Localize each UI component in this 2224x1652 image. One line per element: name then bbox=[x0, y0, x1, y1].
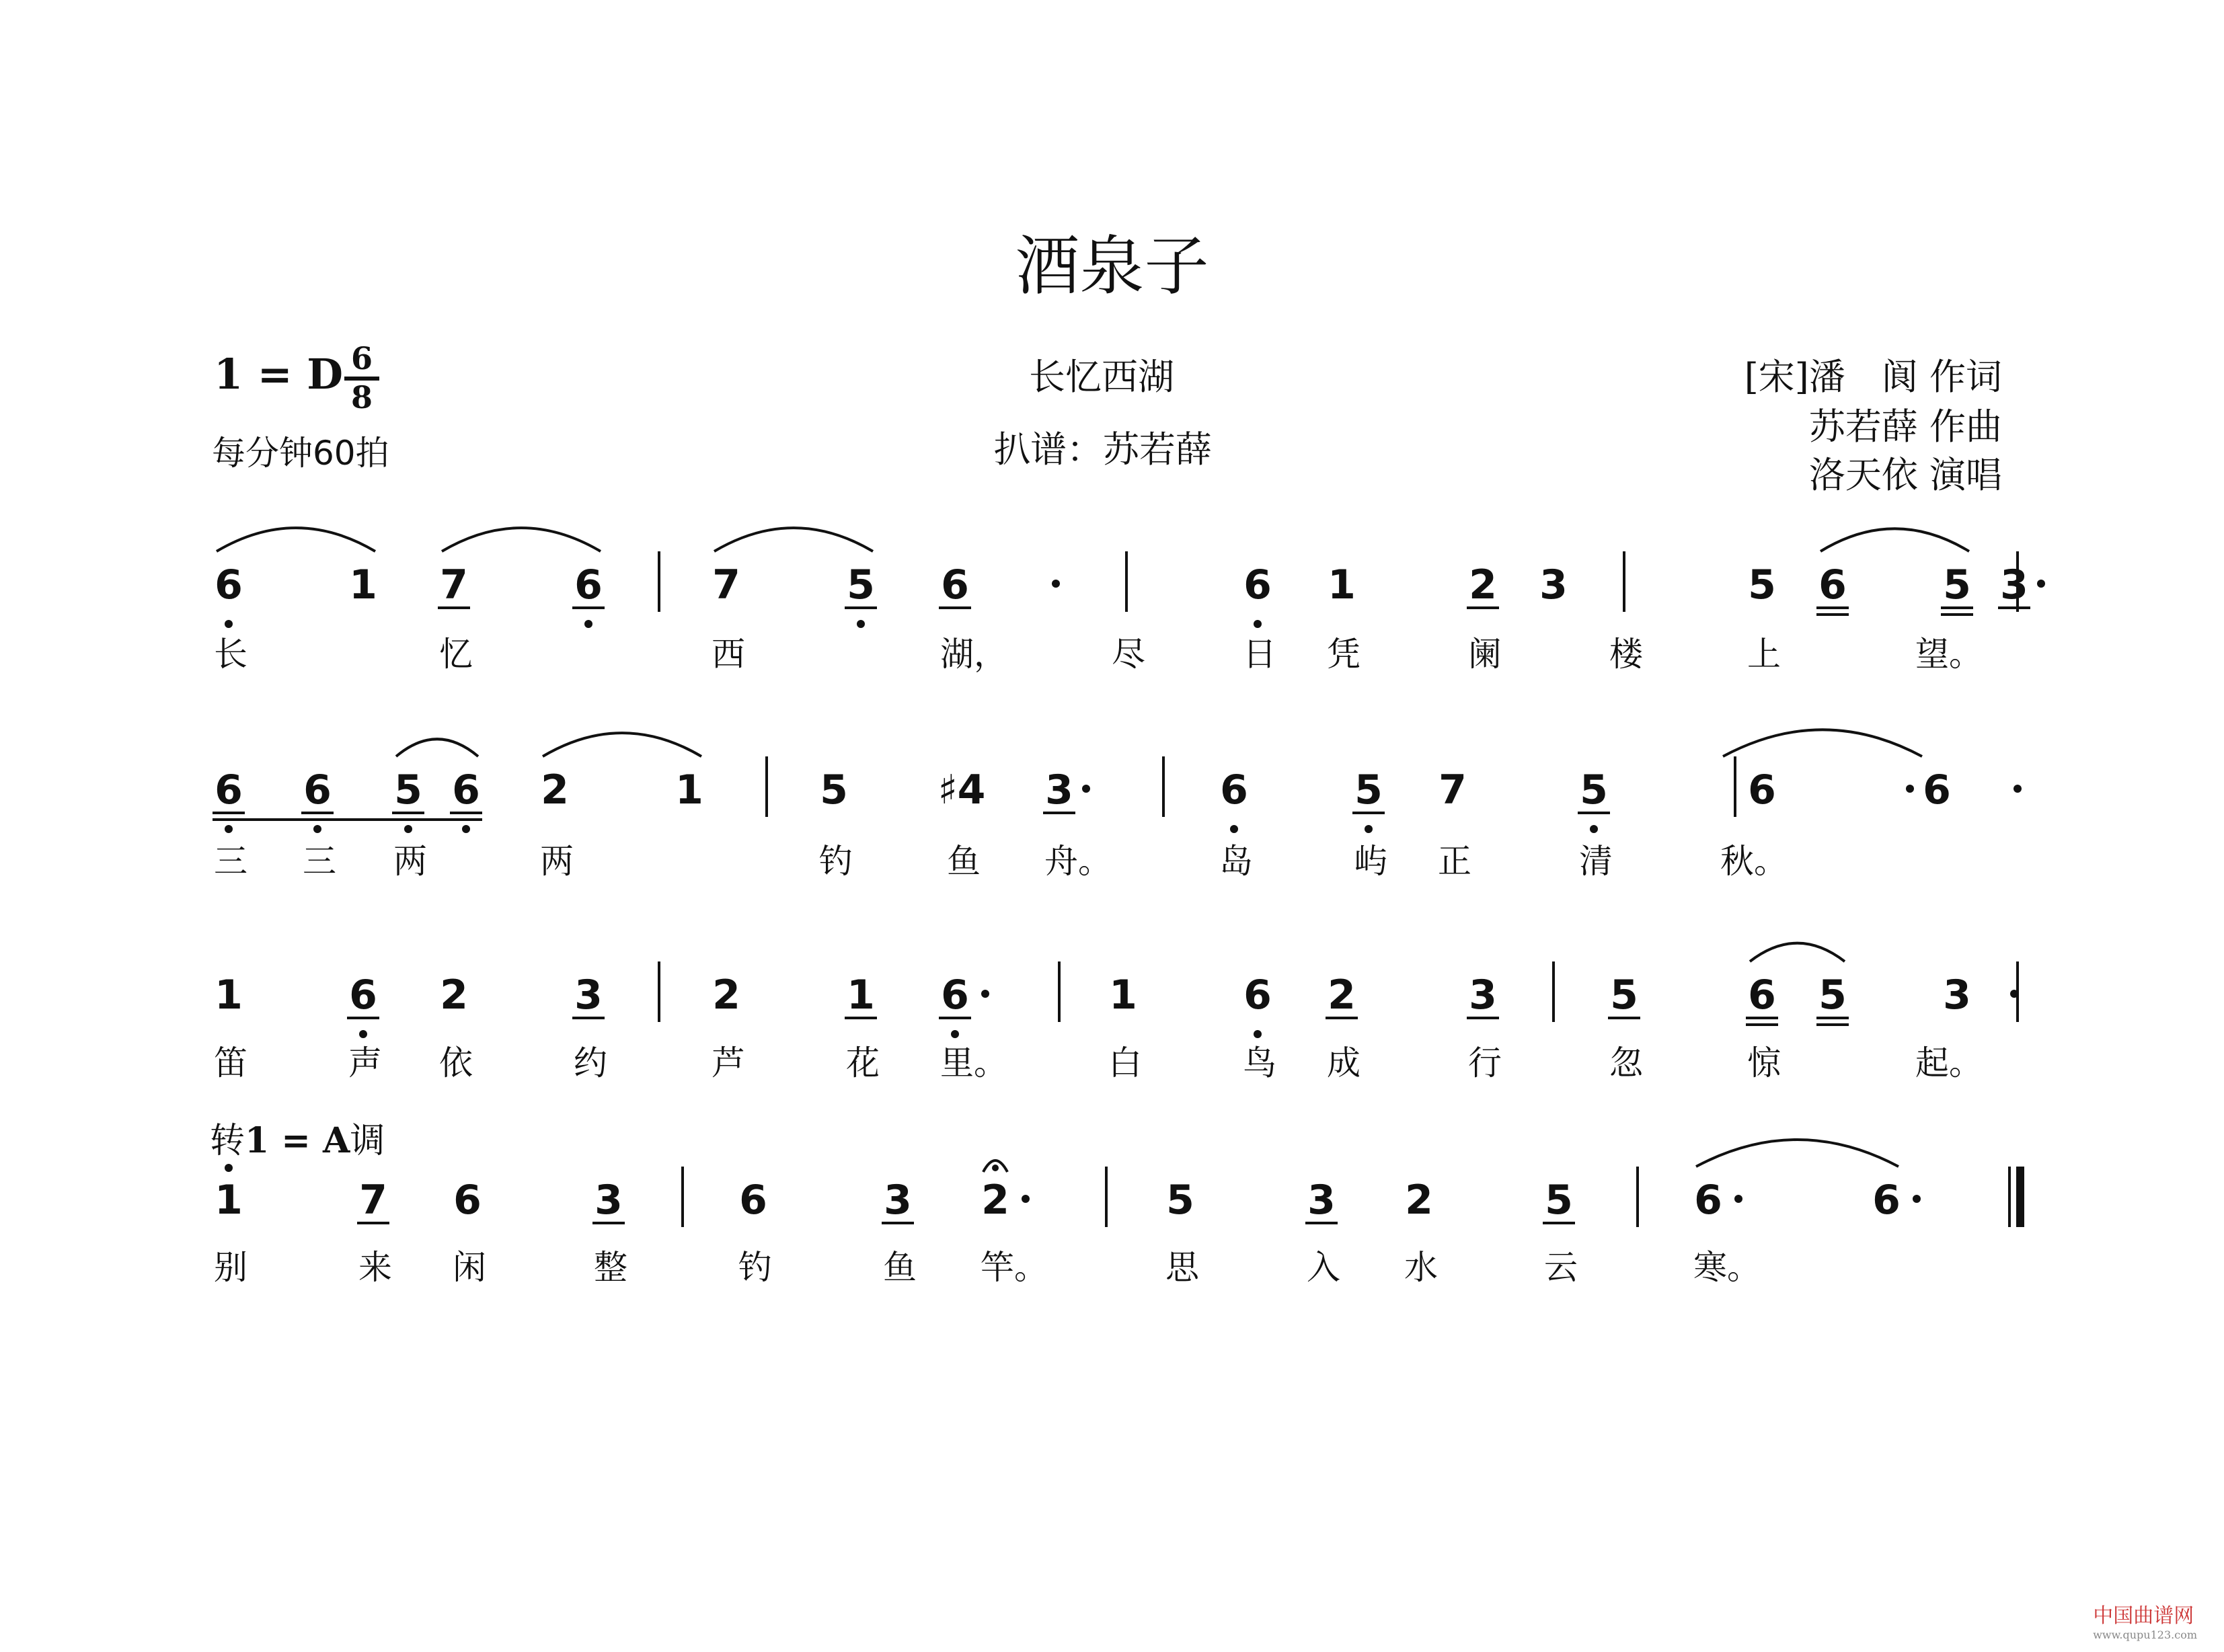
lyric-char: 钓 bbox=[819, 842, 853, 881]
slur bbox=[1750, 943, 1845, 961]
lyric-char: 约 bbox=[574, 1044, 607, 1083]
lyric-char: 长 bbox=[214, 635, 247, 674]
lyric-char: 白 bbox=[1108, 1044, 1142, 1083]
fermata-dot bbox=[992, 1165, 999, 1171]
lyric-char: 望。 bbox=[1915, 635, 1983, 674]
jianpu-note: 1 bbox=[215, 972, 243, 1019]
jianpu-note: 7 bbox=[440, 561, 468, 608]
dotted-note-dot bbox=[1052, 580, 1060, 588]
lyric-char: 凭 bbox=[1327, 635, 1360, 674]
subtitle: 长忆西湖 bbox=[1029, 356, 1174, 398]
lyric-char: 整 bbox=[594, 1248, 627, 1287]
key-signature: 1 = D bbox=[214, 350, 344, 399]
jianpu-note: 6 bbox=[941, 972, 969, 1019]
dotted-note-dot bbox=[2037, 580, 2045, 588]
low-octave-dot bbox=[462, 825, 470, 833]
jianpu-note: 5 bbox=[1610, 972, 1638, 1019]
lyric-char: 上 bbox=[1747, 635, 1781, 674]
lyric-char: 起。 bbox=[1915, 1044, 1983, 1083]
jianpu-note: 7 bbox=[359, 1177, 387, 1224]
jianpu-note: 7 bbox=[712, 561, 740, 608]
jianpu-note: 6 bbox=[1748, 766, 1776, 814]
lyric-char: 忽 bbox=[1609, 1044, 1643, 1083]
jianpu-note: 6 bbox=[1923, 766, 1951, 814]
lyric-char: 西 bbox=[712, 635, 745, 674]
lyric-char: 里。 bbox=[940, 1044, 1007, 1083]
high-octave-dot bbox=[225, 1164, 233, 1172]
lyric-char: 成 bbox=[1327, 1044, 1360, 1083]
lyric-char: 楼 bbox=[1609, 635, 1643, 674]
slur bbox=[714, 528, 873, 551]
lyric-char: 行 bbox=[1468, 1044, 1502, 1083]
jianpu-note: 6 bbox=[215, 766, 243, 814]
jianpu-note: 6 bbox=[303, 766, 332, 814]
jianpu-note: 3 bbox=[595, 1177, 623, 1224]
lyric-char: 秋。 bbox=[1720, 842, 1788, 881]
low-octave-dot bbox=[951, 1030, 959, 1038]
jianpu-note: 3 bbox=[1943, 972, 1971, 1019]
lyric-char: 忆 bbox=[439, 635, 473, 674]
lyric-char: 来 bbox=[358, 1248, 392, 1287]
jianpu-note: 5 bbox=[1166, 1177, 1194, 1224]
jianpu-note: 2 bbox=[541, 766, 569, 814]
jianpu-note: 3 bbox=[1307, 1177, 1336, 1224]
jianpu-note: 3 bbox=[1045, 766, 1073, 814]
lyric-char: 阑 bbox=[1468, 635, 1502, 674]
lyric-char: 竿。 bbox=[981, 1248, 1048, 1287]
lyric-char: 湖， bbox=[940, 635, 1007, 674]
jianpu-note: 1 bbox=[847, 972, 875, 1019]
lyric-char: 尽 bbox=[1112, 635, 1145, 674]
lyric-char: 钓 bbox=[738, 1248, 772, 1287]
dotted-note-dot bbox=[2014, 785, 2022, 793]
lyric-char: 别 bbox=[214, 1248, 247, 1287]
lyric-char: 惊 bbox=[1747, 1044, 1781, 1083]
jianpu-note: 5 bbox=[820, 766, 848, 814]
lyric-char: 声 bbox=[348, 1044, 382, 1083]
lyric-char: 正 bbox=[1438, 842, 1471, 881]
jianpu-note: 1 bbox=[349, 561, 377, 608]
jianpu-note: 3 bbox=[1469, 972, 1497, 1019]
lyric-char: 岛 bbox=[1219, 842, 1253, 881]
lyric-char: 思 bbox=[1165, 1248, 1199, 1287]
watermark-name: 中国曲谱网 bbox=[2093, 1604, 2194, 1628]
jianpu-note: 2 bbox=[1328, 972, 1356, 1019]
jianpu-note: 3 bbox=[2000, 561, 2028, 608]
dotted-note-dot bbox=[1906, 785, 1914, 793]
low-octave-dot bbox=[1365, 825, 1373, 833]
watermark-url: www.qupu123.com bbox=[2093, 1628, 2197, 1641]
composer-credit: 苏若薛 作曲 bbox=[1808, 405, 2002, 448]
jianpu-note: 1 bbox=[215, 1177, 243, 1224]
jianpu-note: 3 bbox=[884, 1177, 912, 1224]
jianpu-note: 5 bbox=[1580, 766, 1608, 814]
lyric-char: 日 bbox=[1243, 635, 1276, 674]
jianpu-note: 6 bbox=[739, 1177, 767, 1224]
dotted-note-dot bbox=[1734, 1195, 1742, 1203]
low-octave-dot bbox=[225, 620, 233, 628]
lyric-char: 云 bbox=[1544, 1248, 1578, 1287]
jianpu-note: 5 bbox=[1354, 766, 1383, 814]
jianpu-note: 1 bbox=[1328, 561, 1356, 608]
jianpu-note: 5 bbox=[394, 766, 422, 814]
lyric-char: 水 bbox=[1404, 1248, 1438, 1287]
song-title: 酒泉子 bbox=[1015, 229, 1209, 304]
jianpu-note: 6 bbox=[453, 1177, 482, 1224]
slur bbox=[396, 739, 478, 756]
jianpu-note: 6 bbox=[941, 561, 969, 608]
lyric-char: 屿 bbox=[1354, 842, 1387, 881]
jianpu-note: 3 bbox=[574, 972, 603, 1019]
low-octave-dot bbox=[584, 620, 592, 628]
lyric-char: 依 bbox=[439, 1044, 473, 1083]
low-octave-dot bbox=[313, 825, 321, 833]
jianpu-note: 6 bbox=[1818, 561, 1847, 608]
jianpu-note: 2 bbox=[1469, 561, 1497, 608]
slur bbox=[1820, 528, 1969, 551]
transcriber-credit: 扒谱：苏若薛 bbox=[994, 428, 1212, 471]
jianpu-note: ♯4 bbox=[937, 766, 986, 814]
jianpu-note: 5 bbox=[1545, 1177, 1573, 1224]
jianpu-note: 2 bbox=[440, 972, 468, 1019]
low-octave-dot bbox=[1230, 825, 1238, 833]
lyric-char: 清 bbox=[1579, 842, 1613, 881]
lyric-char: 鱼 bbox=[883, 1248, 917, 1287]
slur bbox=[543, 733, 701, 756]
jianpu-note: 6 bbox=[215, 561, 243, 608]
jianpu-note: 2 bbox=[981, 1177, 1009, 1224]
low-octave-dot bbox=[359, 1030, 367, 1038]
slur bbox=[442, 528, 601, 551]
jianpu-note: 6 bbox=[1872, 1177, 1901, 1224]
jianpu-note: 3 bbox=[1539, 561, 1568, 608]
jianpu-note: 6 bbox=[1243, 561, 1272, 608]
time-numerator: 6 bbox=[350, 340, 373, 377]
lyric-char: 鸟 bbox=[1243, 1044, 1276, 1083]
jianpu-note: 7 bbox=[1439, 766, 1467, 814]
lyric-char: 鱼 bbox=[947, 842, 981, 881]
jianpu-note: 5 bbox=[1943, 561, 1971, 608]
watermark-logo bbox=[2093, 1599, 2197, 1641]
jianpu-note: 5 bbox=[1818, 972, 1847, 1019]
jianpu-note: 5 bbox=[1748, 561, 1776, 608]
lyric-char: 三 bbox=[303, 842, 336, 881]
key-change-suffix: 调 bbox=[350, 1121, 385, 1161]
jianpu-note: 1 bbox=[675, 766, 703, 814]
lyric-char: 花 bbox=[846, 1044, 880, 1083]
jianpu-note: 1 bbox=[1109, 972, 1137, 1019]
jianpu-note: 2 bbox=[1405, 1177, 1433, 1224]
performer-credit: 洛天依 演唱 bbox=[1808, 454, 2002, 496]
key-change-prefix: 转 bbox=[210, 1121, 245, 1161]
lyric-char: 三 bbox=[214, 842, 247, 881]
tempo-marking: 每分钟60拍 bbox=[212, 434, 389, 473]
dotted-note-dot bbox=[1022, 1195, 1030, 1203]
slur bbox=[1696, 1140, 1899, 1167]
low-octave-dot bbox=[1254, 620, 1262, 628]
low-octave-dot bbox=[857, 620, 865, 628]
low-octave-dot bbox=[1254, 1030, 1262, 1038]
dotted-note-dot bbox=[1082, 785, 1090, 793]
jianpu-note: 6 bbox=[1243, 972, 1272, 1019]
low-octave-dot bbox=[225, 825, 233, 833]
jianpu-note: 5 bbox=[847, 561, 875, 608]
slur bbox=[1723, 730, 1922, 756]
dotted-note-dot bbox=[1913, 1195, 1921, 1203]
jianpu-note: 6 bbox=[1748, 972, 1776, 1019]
jianpu-note: 6 bbox=[574, 561, 603, 608]
key-change-key: 1 = A bbox=[245, 1120, 350, 1161]
lyric-char: 两 bbox=[393, 842, 427, 881]
jianpu-note: 6 bbox=[349, 972, 377, 1019]
jianpu-note: 6 bbox=[1220, 766, 1248, 814]
jianpu-note: 6 bbox=[1694, 1177, 1722, 1224]
jianpu-note: 6 bbox=[452, 766, 480, 814]
lyric-char: 寒。 bbox=[1693, 1248, 1761, 1287]
lyric-char: 笛 bbox=[214, 1044, 247, 1083]
lyric-char: 入 bbox=[1307, 1248, 1340, 1287]
jianpu-note: 2 bbox=[712, 972, 740, 1019]
dotted-note-dot bbox=[981, 990, 989, 998]
lyric-char: 舟。 bbox=[1044, 842, 1112, 881]
slur bbox=[217, 528, 375, 551]
low-octave-dot bbox=[404, 825, 412, 833]
lyric-char: 芦 bbox=[712, 1044, 745, 1083]
lyric-char: 两 bbox=[540, 842, 574, 881]
time-denominator: 8 bbox=[344, 377, 379, 414]
lyric-char: 闲 bbox=[453, 1248, 486, 1287]
low-octave-dot bbox=[1590, 825, 1598, 833]
lyricist-credit: [宋]潘 阆 作词 bbox=[1744, 356, 2002, 398]
